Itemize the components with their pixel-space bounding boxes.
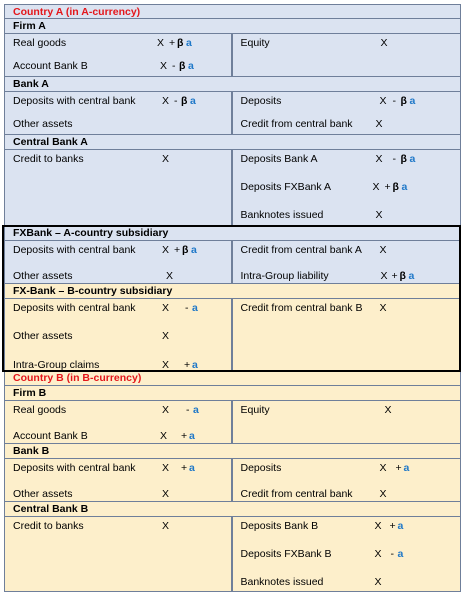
- entry-label: Banknotes issued: [240, 576, 324, 588]
- entry-label: Other assets: [13, 270, 73, 282]
- entry-beta: β: [400, 153, 407, 165]
- entry-op: +: [384, 181, 391, 193]
- entry-op: -: [174, 95, 178, 107]
- central-bank-b-balance: [4, 517, 461, 592]
- entry: [5, 269, 231, 283]
- entry-a: a: [403, 462, 410, 474]
- entry-x: X: [375, 118, 383, 130]
- entry-x: X: [162, 404, 170, 416]
- entry-op: +: [174, 244, 181, 256]
- firm-a-liabilities: [233, 34, 461, 76]
- entry: [5, 487, 231, 501]
- entry-label: Deposits: [240, 462, 282, 474]
- entry-a: a: [408, 270, 415, 282]
- entry-x: X: [160, 60, 168, 72]
- entry-x: X: [162, 302, 170, 314]
- entry-x: X: [380, 270, 388, 282]
- entry-op: +: [395, 462, 402, 474]
- entry: [233, 547, 461, 561]
- entry-label: Account Bank B: [13, 430, 88, 442]
- entry: [233, 269, 461, 283]
- entry-x: X: [375, 153, 383, 165]
- entry-x: X: [375, 209, 383, 221]
- firm-b-title: Firm B: [4, 386, 461, 401]
- entry: [5, 329, 231, 343]
- entry-a: a: [189, 430, 195, 442]
- entry-a: a: [409, 153, 416, 165]
- bank-b-balance: [4, 459, 461, 502]
- central-bank-a-assets: [5, 150, 233, 225]
- entry-a: a: [191, 244, 197, 256]
- entry: [233, 403, 461, 417]
- entry-label: Deposits Bank B: [240, 520, 319, 532]
- entry: [5, 117, 231, 131]
- entry-beta: β: [392, 181, 399, 193]
- entry-label: Deposits with central bank: [13, 302, 136, 314]
- bank-a-liabilities: [233, 92, 461, 134]
- entry-x: X: [374, 520, 382, 532]
- entry-a: a: [192, 359, 198, 371]
- entry-x: X: [166, 270, 174, 282]
- firm-b-balance: [4, 401, 461, 444]
- entry-op: +: [181, 430, 188, 442]
- entry-x: X: [384, 404, 392, 416]
- fxbank-b-assets: [5, 299, 233, 370]
- firm-a-balance: [4, 34, 461, 77]
- entry-x: X: [162, 330, 170, 342]
- bank-a-title: Bank A: [4, 77, 461, 92]
- entry: [5, 36, 231, 50]
- entry: [5, 403, 231, 417]
- entry-x: X: [374, 576, 382, 588]
- fxbank-a-balance: [4, 241, 461, 284]
- entry: [233, 180, 461, 194]
- entry: [5, 301, 231, 315]
- entry-beta: β: [177, 37, 184, 49]
- firm-b-liabilities: [233, 401, 461, 443]
- entry-label: Deposits FXBank A: [240, 181, 331, 193]
- entry-a: a: [186, 37, 192, 49]
- entry-op: +: [169, 37, 176, 49]
- entry-label: Deposits with central bank: [13, 244, 136, 256]
- entry: [5, 59, 231, 73]
- entry: [233, 243, 461, 257]
- bank-b-liabilities: [233, 459, 461, 501]
- entry-label: Credit to banks: [13, 153, 84, 165]
- bank-a-assets: [5, 92, 233, 134]
- entry-beta: β: [182, 244, 189, 256]
- entry-x: X: [162, 153, 170, 165]
- entry-x: X: [162, 359, 170, 371]
- entry-label: Real goods: [13, 404, 67, 416]
- entry: [5, 152, 231, 166]
- entry-a: a: [401, 181, 408, 193]
- firm-a-title: Firm A: [4, 19, 461, 34]
- entry-label: Intra-Group claims: [13, 359, 100, 371]
- entry-x: X: [374, 548, 382, 560]
- entry-op: -: [390, 548, 394, 560]
- entry-label: Credit from central bank: [240, 118, 353, 130]
- entry-beta: β: [181, 95, 188, 107]
- entry-label: Credit from central bank: [240, 488, 353, 500]
- entry-x: X: [379, 488, 387, 500]
- central-bank-b-title: Central Bank B: [4, 502, 461, 517]
- entry-op: -: [185, 302, 189, 314]
- entry: [233, 301, 461, 315]
- entry-label: Other assets: [13, 118, 73, 130]
- central-bank-a-balance: [4, 150, 461, 226]
- entry: [5, 429, 231, 443]
- entry-label: Account Bank B: [13, 60, 88, 72]
- fxbank-a-assets: [5, 241, 233, 283]
- entry-a: a: [190, 95, 196, 107]
- entry-op: -: [186, 404, 190, 416]
- entry-label: Other assets: [13, 488, 73, 500]
- bank-b-title: Bank B: [4, 444, 461, 459]
- bank-a-balance: [4, 92, 461, 135]
- balance-sheet-table: [4, 4, 461, 592]
- entry: [5, 461, 231, 475]
- entry-label: Equity: [240, 404, 270, 416]
- fxbank-a-title: FXBank – A-country subsidiary: [4, 226, 461, 241]
- entry-beta: β: [399, 270, 406, 282]
- entry-label: Equity: [240, 37, 270, 49]
- entry-x: X: [162, 488, 170, 500]
- entry-x: X: [162, 520, 170, 532]
- fxbank-b-title: FX-Bank – B-country subsidiary: [4, 284, 461, 299]
- entry-label: Credit to banks: [13, 520, 84, 532]
- central-bank-b-liabilities: [233, 517, 461, 591]
- fxbank-b-balance: [4, 299, 461, 371]
- entry: [5, 358, 231, 372]
- entry: [233, 208, 461, 222]
- entry-label: Real goods: [13, 37, 67, 49]
- entry-label: Credit from central bank A: [240, 244, 362, 256]
- country-a-title: Country A (in A-currency): [4, 4, 461, 19]
- entry-x: X: [379, 302, 387, 314]
- country-b-title: Country B (in B-currency): [4, 371, 461, 386]
- entry-beta: β: [179, 60, 186, 72]
- entry: [233, 36, 461, 50]
- entry-x: X: [162, 95, 170, 107]
- central-bank-a-title: Central Bank A: [4, 135, 461, 150]
- entry-op: -: [172, 60, 176, 72]
- entry: [5, 519, 231, 533]
- entry: [5, 94, 231, 108]
- entry-label: Banknotes issued: [240, 209, 324, 221]
- entry-a: a: [397, 520, 404, 532]
- bank-b-assets: [5, 459, 233, 501]
- entry-x: X: [160, 430, 168, 442]
- entry-x: X: [372, 181, 380, 193]
- firm-a-assets: [5, 34, 233, 76]
- entry-label: Deposits: [240, 95, 282, 107]
- entry-op: -: [392, 153, 396, 165]
- entry-x: X: [379, 95, 387, 107]
- entry-beta: β: [400, 95, 407, 107]
- entry: [233, 117, 461, 131]
- central-bank-a-liabilities: [233, 150, 461, 225]
- entry-label: Credit from central bank B: [240, 302, 363, 314]
- entry-op: +: [389, 520, 396, 532]
- entry: [233, 461, 461, 475]
- firm-b-assets: [5, 401, 233, 443]
- entry-op: +: [391, 270, 398, 282]
- entry-a: a: [193, 404, 199, 416]
- entry-x: X: [379, 462, 387, 474]
- fxbank-a-liabilities: [233, 241, 461, 283]
- entry: [233, 487, 461, 501]
- entry-x: X: [162, 462, 170, 474]
- fxbank-b-liabilities: [233, 299, 461, 370]
- entry-label: Intra-Group liability: [240, 270, 329, 282]
- entry-op: +: [184, 359, 191, 371]
- entry-a: a: [188, 60, 194, 72]
- entry: [233, 94, 461, 108]
- entry-a: a: [409, 95, 416, 107]
- entry: [5, 243, 231, 257]
- entry-x: X: [380, 37, 388, 49]
- entry-op: +: [181, 462, 188, 474]
- entry: [233, 575, 461, 589]
- entry-label: Deposits Bank A: [240, 153, 318, 165]
- entry: [233, 519, 461, 533]
- entry-a: a: [189, 462, 195, 474]
- entry-label: Other assets: [13, 330, 73, 342]
- entry-a: a: [397, 548, 404, 560]
- entry-label: Deposits FXBank B: [240, 548, 332, 560]
- entry-op: -: [392, 95, 396, 107]
- entry-x: X: [157, 37, 165, 49]
- entry-label: Deposits with central bank: [13, 95, 136, 107]
- entry-x: X: [162, 244, 170, 256]
- entry-label: Deposits with central bank: [13, 462, 136, 474]
- central-bank-b-assets: [5, 517, 233, 591]
- entry-x: X: [379, 244, 387, 256]
- entry-a: a: [192, 302, 198, 314]
- entry: [233, 152, 461, 166]
